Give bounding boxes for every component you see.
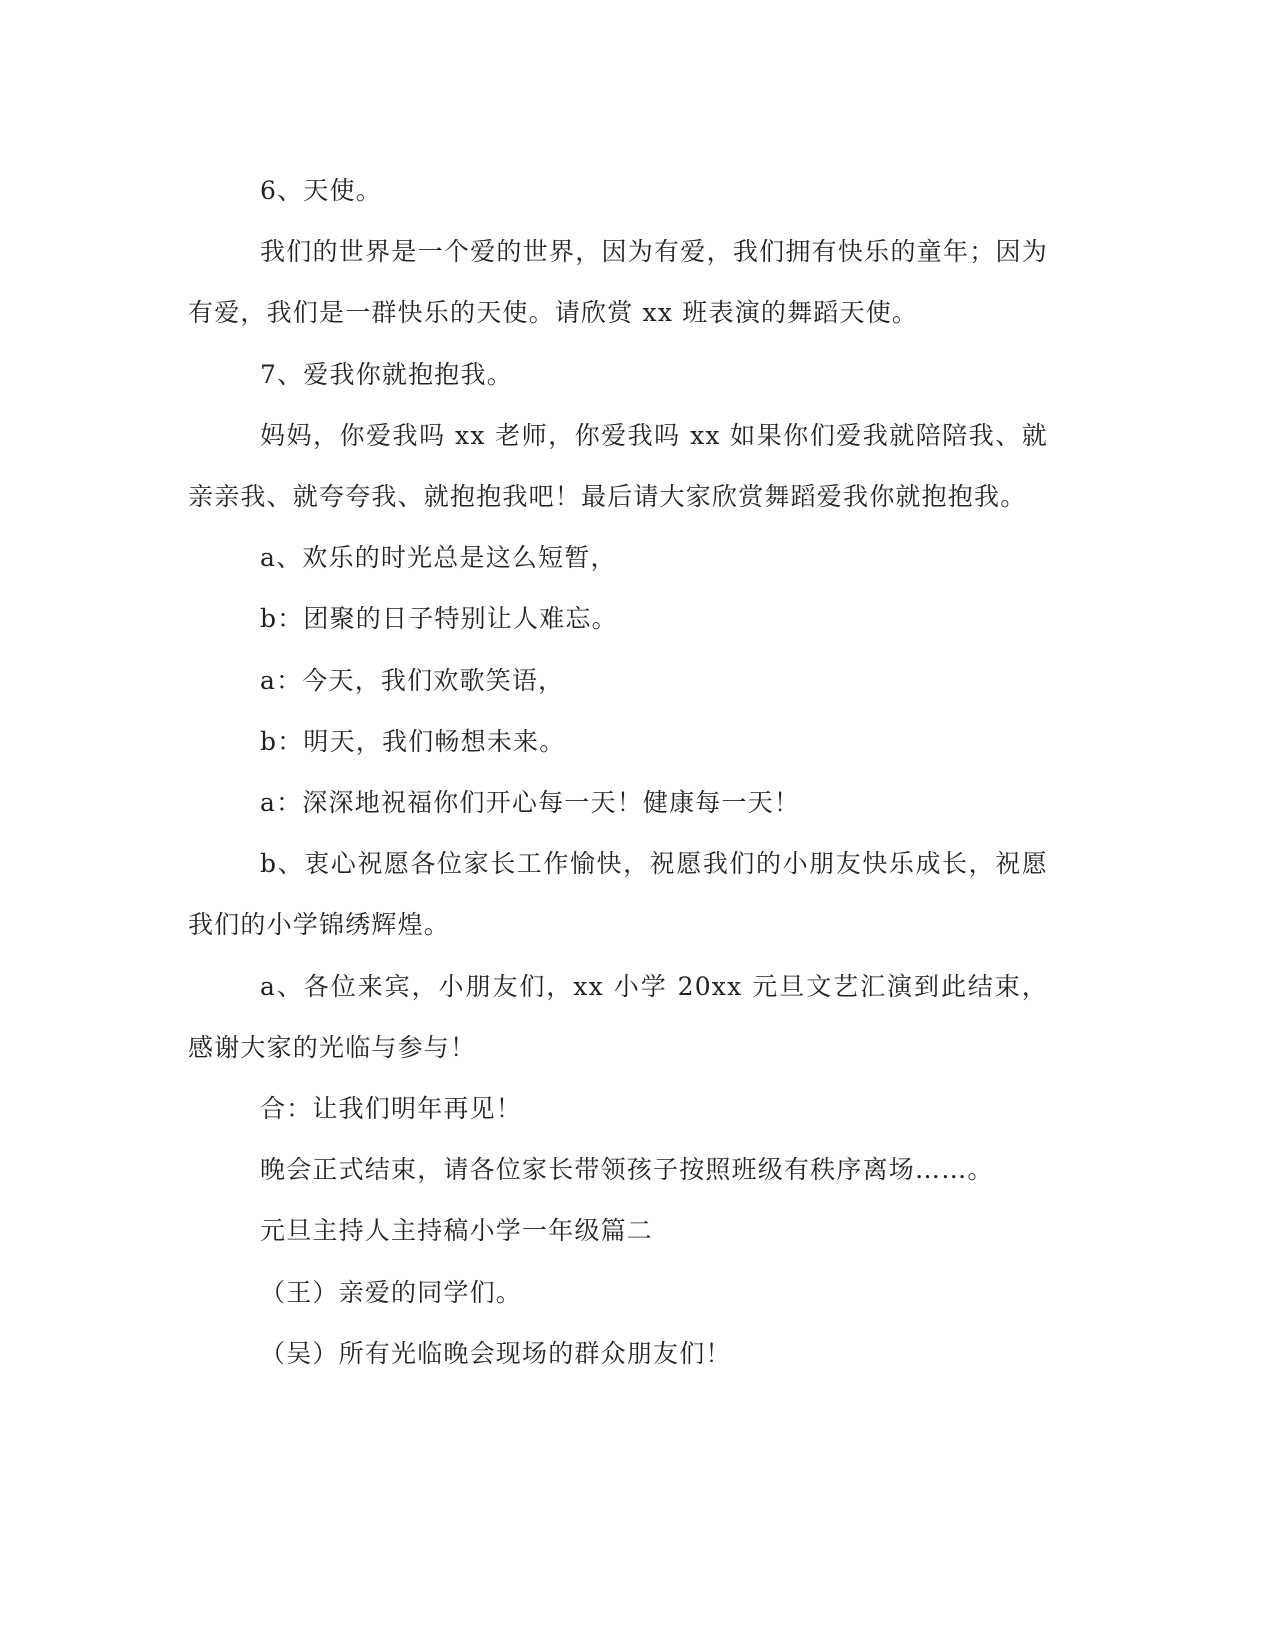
document-body	[188, 160, 1048, 1384]
paragraph: 7、爱我你就抱抱我。	[260, 359, 513, 389]
paragraph: b：明天，我们畅想未来。	[260, 726, 566, 756]
paragraph: b：团聚的日子特别让人难忘。	[260, 604, 618, 634]
paragraph: a、欢乐的时光总是这么短暂，	[260, 543, 617, 573]
paragraph: a、各位来宾，小朋友们，xx 小学 20xx 元旦文艺汇演到此结束，感谢大家的光临与参与！	[188, 971, 1048, 1062]
paragraph: 晚会正式结束，请各位家长带领孩子按照班级有秩序离场……。	[260, 1155, 994, 1185]
paragraph: （吴）所有光临晚会现场的群众朋友们！	[260, 1338, 732, 1368]
paragraph: 妈妈，你爱我吗 xx 老师，你爱我吗 xx 如果你们爱我就陪陪我、就亲亲我、就夸夸我、就抱抱我吧！最后请大家欣赏舞蹈爱我你就抱抱我。	[188, 420, 1048, 512]
paragraph: 我们的世界是一个爱的世界，因为有爱，我们拥有快乐的童年；因为有爱，我们是一群快乐的天使。请欣赏 xx 班表演的舞蹈天使。	[188, 237, 1048, 328]
paragraph: b、衷心祝愿各位家长工作愉快，祝愿我们的小朋友快乐成长，祝愿我们的小学锦绣辉煌。	[188, 849, 1048, 940]
paragraph: 合：让我们明年再见！	[260, 1094, 523, 1124]
paragraph: 6、天使。	[260, 176, 382, 205]
paragraph: a：深深地祝福你们开心每一天！健康每一天！	[260, 788, 801, 818]
section-heading: 元旦主持人主持稿小学一年级篇二	[260, 1216, 654, 1246]
paragraph: a：今天，我们欢歌笑语，	[260, 665, 565, 695]
paragraph: （王）亲爱的同学们。	[260, 1277, 523, 1307]
